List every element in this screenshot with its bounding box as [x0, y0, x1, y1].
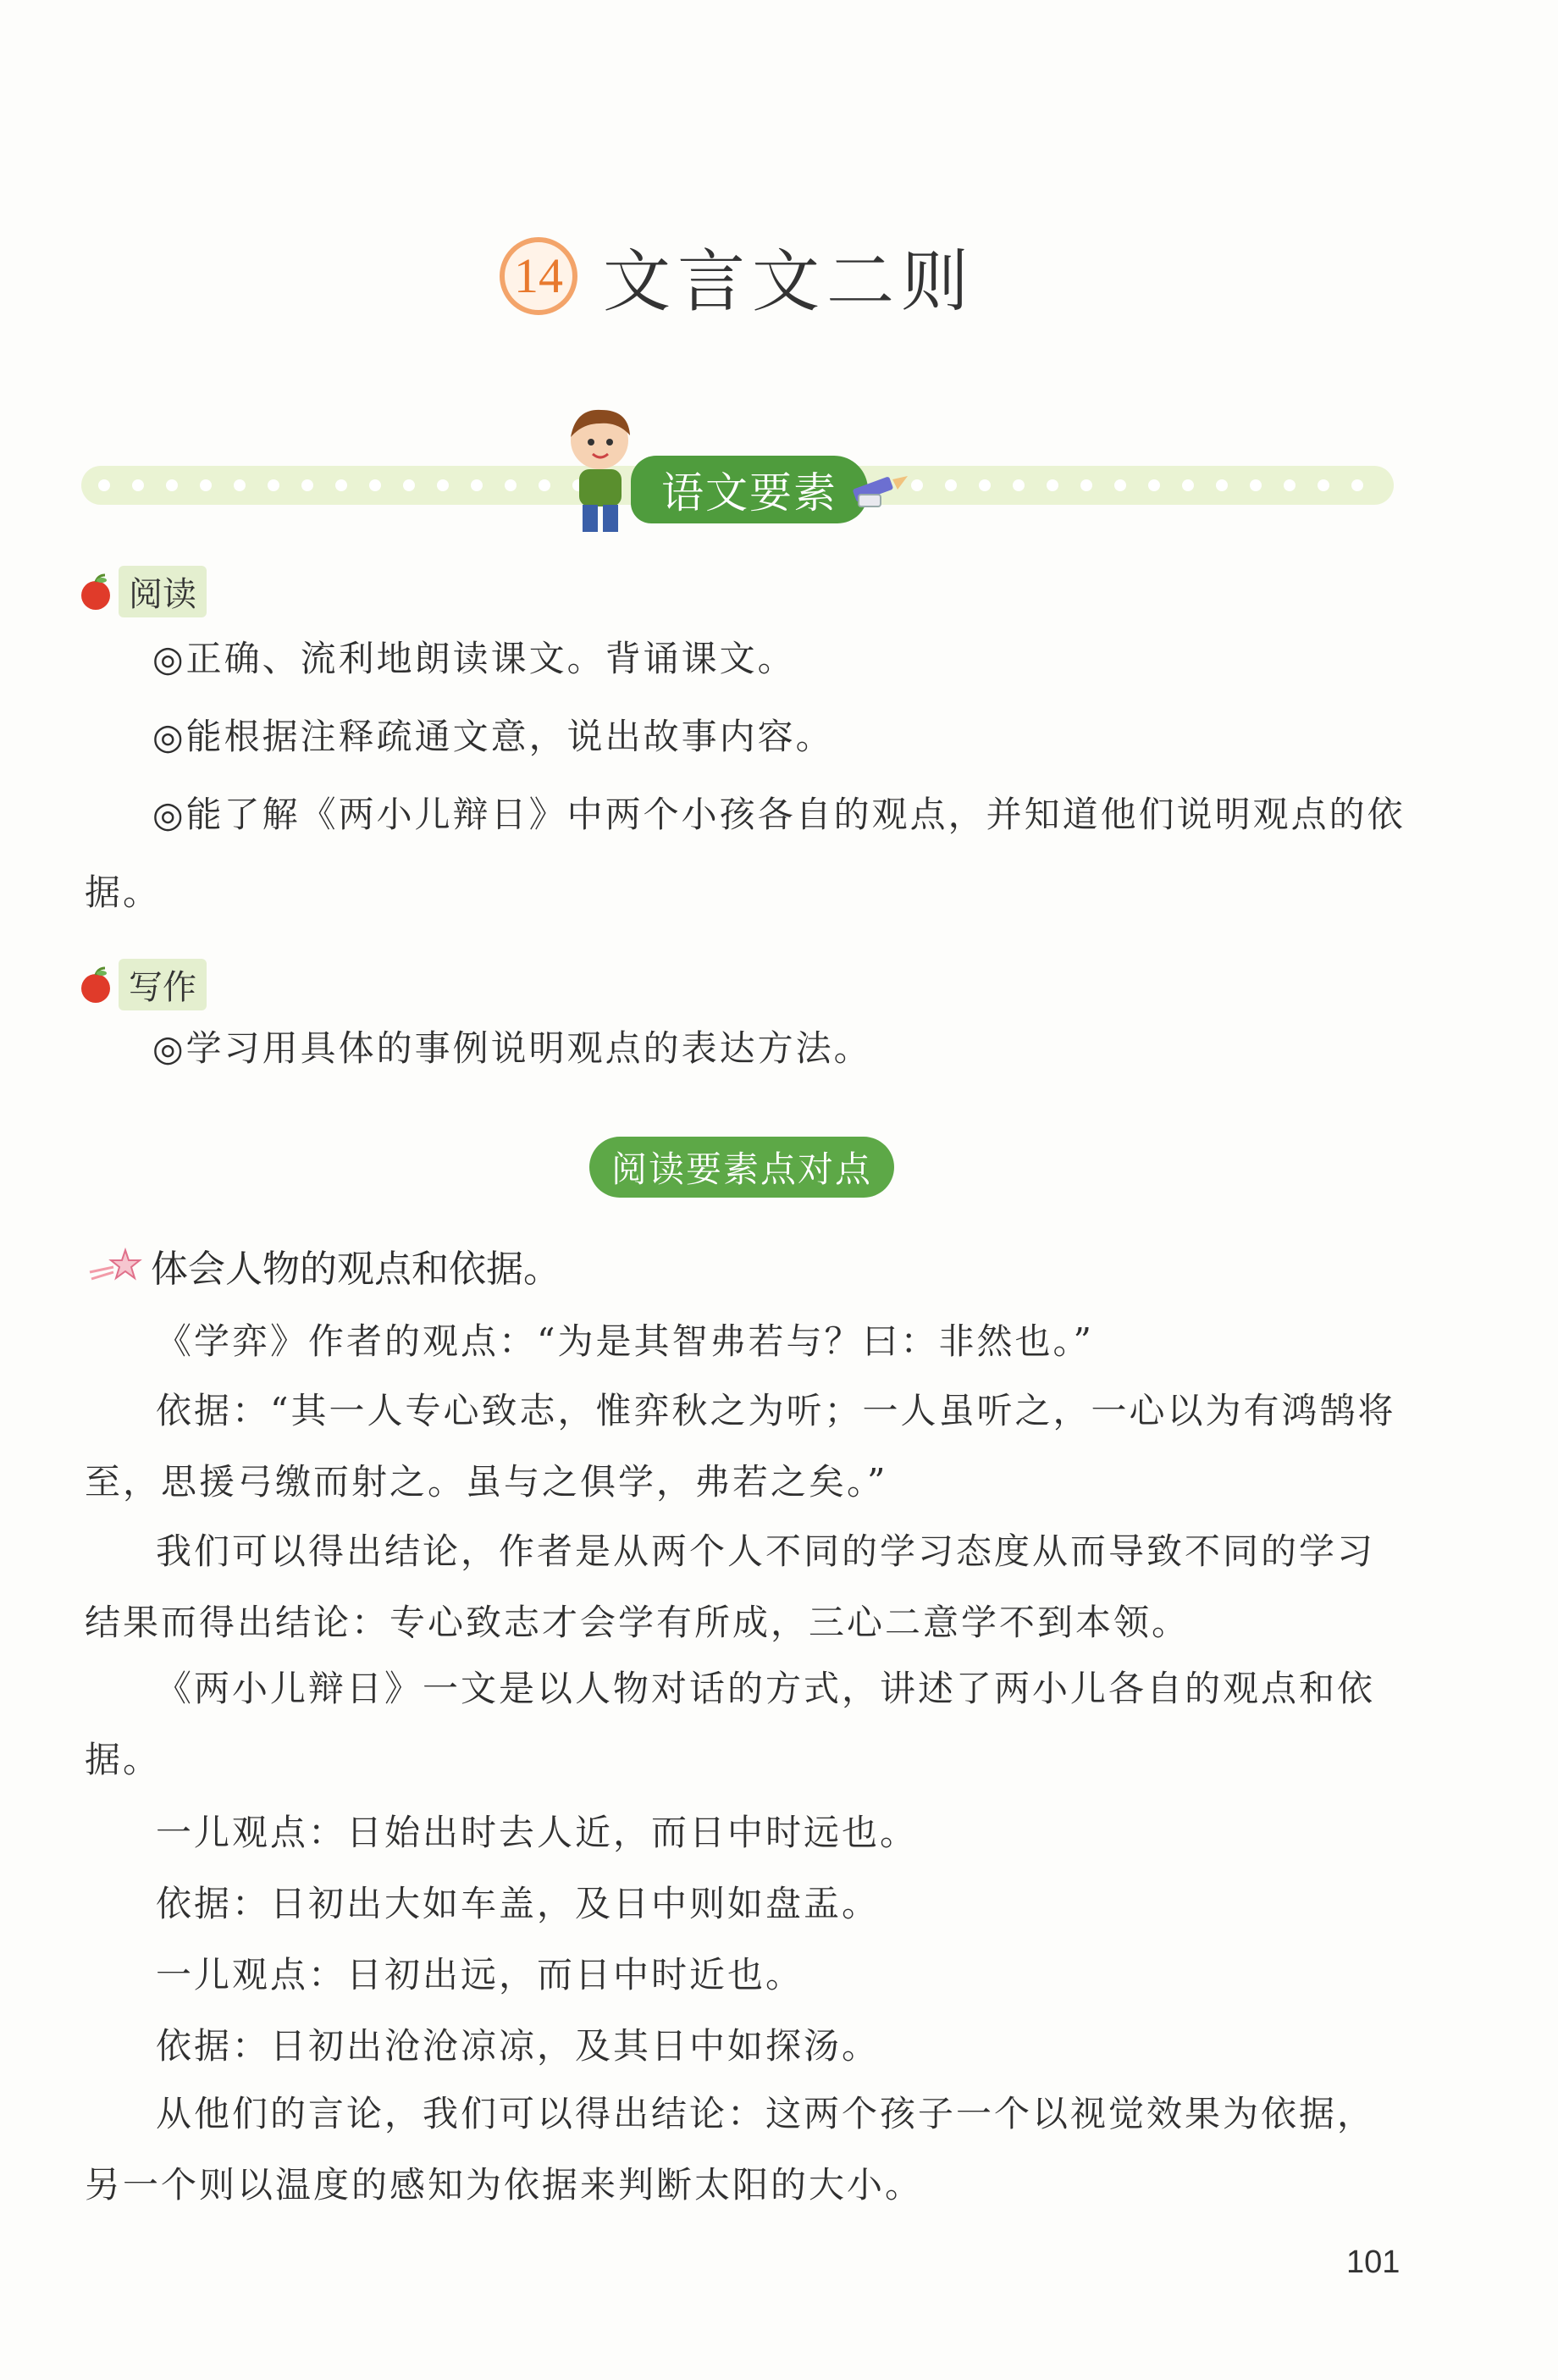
banner-dot [505, 479, 517, 491]
banner-title: 语文要素 [631, 456, 868, 523]
body-paragraph-2: 依据：“其一人专心致志，惟弈秋之为听；一人虽听之，一心以为有鸿鹄将至，思援弓缴而射之。虽与之俱学，弗若之矣。” [85, 1390, 1396, 1503]
banner-dot [1047, 479, 1058, 491]
star-icon [88, 1247, 142, 1284]
banner-dot [98, 479, 110, 491]
banner-dot [1182, 479, 1194, 491]
banner-dot [471, 479, 483, 491]
banner-dot [1318, 479, 1329, 491]
banner-dot [1216, 479, 1228, 491]
banner-dot [301, 479, 313, 491]
banner-dot [335, 479, 347, 491]
body-paragraph-5: 一儿观点：日始出时去人近，而日中时远也。 [156, 1812, 919, 1853]
boy-illustration-icon [559, 405, 644, 540]
subheading [88, 1238, 561, 1292]
reading-label-text: 阅读 [119, 566, 207, 617]
writing-label-text: 写作 [119, 959, 207, 1010]
reading-item-2: ◎能根据注释疏通文意，说出故事内容。 [152, 716, 834, 757]
points-heading: 阅读要素点对点 [589, 1137, 894, 1198]
body-paragraph-9: 从他们的言论，我们可以得出结论：这两个孩子一个以视觉效果为依据，另一个则以温度的感知为依据来判断太阳的大小。 [85, 2093, 1376, 2206]
body-paragraph-4: 《两小儿辩日》一文是以人物对话的方式，讲述了两小儿各自的观点和依据。 [85, 1668, 1376, 1780]
banner-dot [1284, 479, 1296, 491]
body-paragraph-3: 我们可以得出结论，作者是从两个人不同的学习态度从而导致不同的学习结果而得出结论：专心致志才会学有所成，三心二意学不到本领。 [85, 1530, 1376, 1643]
banner-dot [539, 479, 550, 491]
banner-dot [1013, 479, 1025, 491]
body-paragraph-8: 依据：日初出沧沧凉凉，及其日中如探汤。 [156, 2025, 881, 2067]
banner-dot [132, 479, 144, 491]
banner-dot [166, 479, 178, 491]
writing-item-1: ◎学习用具体的事例说明观点的表达方法。 [152, 1027, 872, 1069]
reading-label [78, 566, 207, 617]
banner-dot [1080, 479, 1092, 491]
pencil-icon [847, 464, 914, 515]
banner-dot [1250, 479, 1262, 491]
body-paragraph-1: 《学弈》作者的观点：“为是其智弗若与？曰：非然也。” [156, 1320, 1094, 1362]
banner-dot [369, 479, 381, 491]
banner-dot [1351, 479, 1363, 491]
reading-item-1: ◎正确、流利地朗读课文。背诵课文。 [152, 638, 796, 679]
banner-dot [945, 479, 957, 491]
banner-dot [437, 479, 449, 491]
lesson-title-row [500, 227, 975, 324]
page-number: 101 [1346, 2244, 1401, 2280]
body-paragraph-6: 依据：日初出大如车盖，及日中则如盘盂。 [156, 1883, 881, 1924]
subheading-text: 体会人物的观点和依据。 [151, 1248, 561, 1291]
banner-dot [200, 479, 212, 491]
banner-dot [1148, 479, 1160, 491]
apple-icon [78, 966, 113, 1004]
banner-dot [268, 479, 279, 491]
body-paragraph-7: 一儿观点：日初出远，而日中时近也。 [156, 1954, 804, 1995]
banner-dot [979, 479, 991, 491]
banner-dot [403, 479, 415, 491]
writing-label [78, 959, 207, 1010]
banner-dot [1114, 479, 1126, 491]
reading-item-3: ◎能了解《两小儿辩日》中两个小孩各自的观点，并知道他们说明观点的依据。 [85, 794, 1406, 913]
lesson-title: 文言文二则 [603, 242, 975, 321]
banner-dot [234, 479, 246, 491]
lesson-number-badge: 14 [500, 237, 577, 315]
apple-icon [78, 573, 113, 611]
